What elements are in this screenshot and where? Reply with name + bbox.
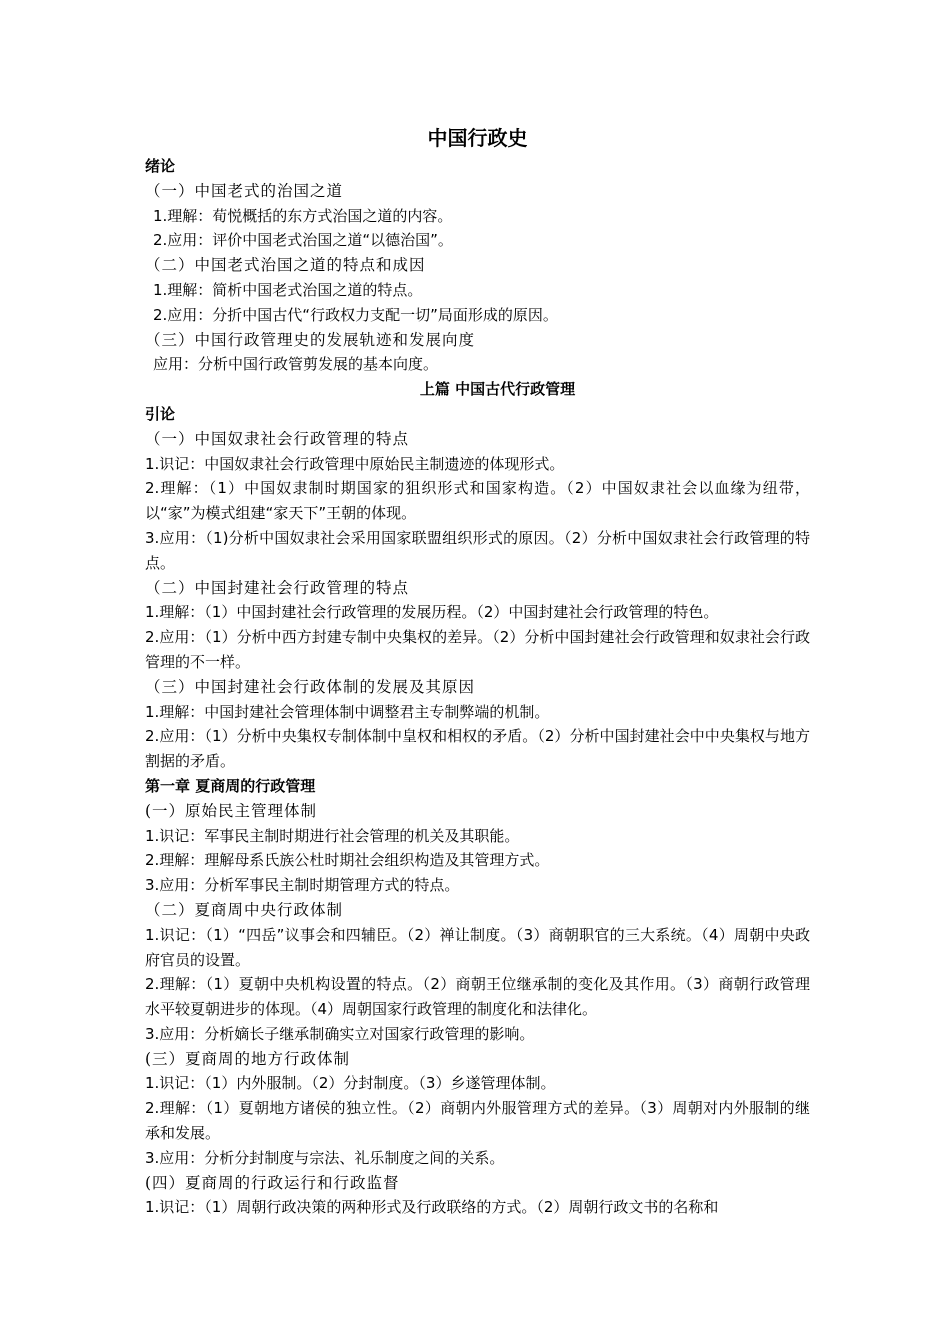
intro-section-3: （三）中国行政管理史的发展轨迹和发展向度	[145, 330, 476, 349]
intro-section-3-item-1: 应用：分析中国行政管剪发展的基本向度。	[153, 355, 439, 374]
chapter-1-heading: 第一章 夏商周的行政管理	[145, 776, 316, 795]
part-1-section-2: （二）中国封建社会行政管理的特点	[145, 578, 410, 597]
chapter-1-section-2-item-3: 3.应用：分析嫡长子继承制确实立对国家行政管理的影响。	[145, 1024, 535, 1043]
chapter-1-section-1-item-1: 1.识记：军事民主制时期进行社会管理的机关及其职能。	[145, 826, 520, 845]
intro-section-2-item-2: 2.应用：分折中国古代“行政权力支配一切”局面形成的原因。	[153, 305, 558, 324]
chapter-1-section-3-item-3: 3.应用：分析分封制度与宗法、礼乐制度之间的关系。	[145, 1148, 505, 1167]
part-1-section-1: （一）中国奴隶社会行政管理的特点	[145, 429, 410, 448]
chapter-1-section-1-item-2: 2.理解：理解母系氏族公杜时期社会组织构造及其管理方式。	[145, 851, 550, 870]
chapter-1-section-2-item-2: 2.理解：（1）夏朝中央机构设置的特点。（2）商朝王位继承制的变化及其作用。（3）商朝行政管理水平较夏朝进步的体现。（4）周朝国家行政管理的制度化和法律化。	[145, 975, 810, 1019]
document-title: 中国行政史	[427, 126, 528, 150]
part-1-section-2-item-2: 2.应用：（1）分析中西方封建专制中央集权的差异。（2）分析中国封建社会行政管理和奴隶社会行政管理的不一样。	[145, 628, 810, 671]
chapter-1-section-4: (四）夏商周的行政运行和行政监督	[145, 1173, 400, 1192]
intro-section-2: （二）中国老式治国之道的特点和成因	[145, 256, 426, 275]
part-1-section-1-item-3: 3.应用：（1)分析中国奴隶社会采用国家联盟组织形式的原因。（2）分析中国奴隶社会行政管理的特点。	[145, 528, 810, 572]
part-1-section-2-item-1: 1.理解：（1）中国封建社会行政管理的发展历程。（2）中国封建社会行政管理的特色。	[145, 603, 719, 622]
part-1-intro-heading: 引论	[145, 404, 176, 423]
part-1-title: 上篇 中国古代行政管理	[419, 380, 576, 399]
intro-section-2-item-1: 1.理解：简析中国老式治国之道的特点。	[153, 280, 423, 299]
part-1-section-1-item-2: 2.理解：（1）中国奴隶制时期国家的狙织形式和国家构造。（2）中国奴隶社会以血缘为纽带，以“家”为模式组建“家天下”王朝的体现。	[145, 479, 810, 523]
chapter-1-section-4-item-1: 1.识记：（1）周朝行政决策的两种形式及行政联络的方式。（2）周朝行政文书的名称和	[145, 1198, 719, 1217]
intro-section-1: （一）中国老式的治国之道	[145, 181, 344, 200]
chapter-1-section-1-item-3: 3.应用：分析军事民主制时期管理方式的特点。	[145, 876, 460, 895]
intro-heading: 绪论	[145, 157, 176, 175]
document-content	[145, 124, 810, 1220]
chapter-1-section-2: （二）夏商周中央行政体制	[145, 900, 344, 919]
part-1-section-1-item-1: 1.识记：中国奴隶社会行政管理中原始民主制遗迹的体现形式。	[145, 454, 565, 473]
intro-section-1-item-1: 1.理解：荀悦概括的东方式治国之道的内容。	[153, 206, 453, 225]
intro-section-1-item-2: 2.应用：评价中国老式治国之道“以德治国”。	[153, 231, 453, 250]
part-1-section-3-item-2: 2.应用：（1）分析中央集权专制体制中皇权和相权的矛盾。（2）分析中国封建社会中中央集权与地方割据的矛盾。	[145, 727, 810, 771]
chapter-1-section-2-item-1: 1.识记：（1）“四岳”议事会和四辅臣。（2）禅让制度。（3）商朝职官的三大系统。（4）周朝中央政府官员的设置。	[145, 925, 810, 969]
chapter-1-section-3-item-2: 2.理解：（1）夏朝地方诸侯的独立性。（2）商朝内外服管理方式的差异。（3）周朝对内外服制的继承和发展。	[145, 1099, 810, 1143]
part-1-section-3-item-1: 1.理解：中国封建社会管理体制中调整君主专制弊端的机制。	[145, 702, 550, 721]
chapter-1-section-3: (三）夏商周的地方行政体制	[145, 1049, 351, 1068]
part-1-section-3: （三）中国封建社会行政体制的发展及其原因	[145, 677, 476, 696]
chapter-1-section-3-item-1: 1.识记：（1）内外服制。（2）分封制度。（3）乡遂管理体制。	[145, 1074, 556, 1093]
chapter-1-section-1: (一）原始民主管理体制	[145, 801, 318, 820]
